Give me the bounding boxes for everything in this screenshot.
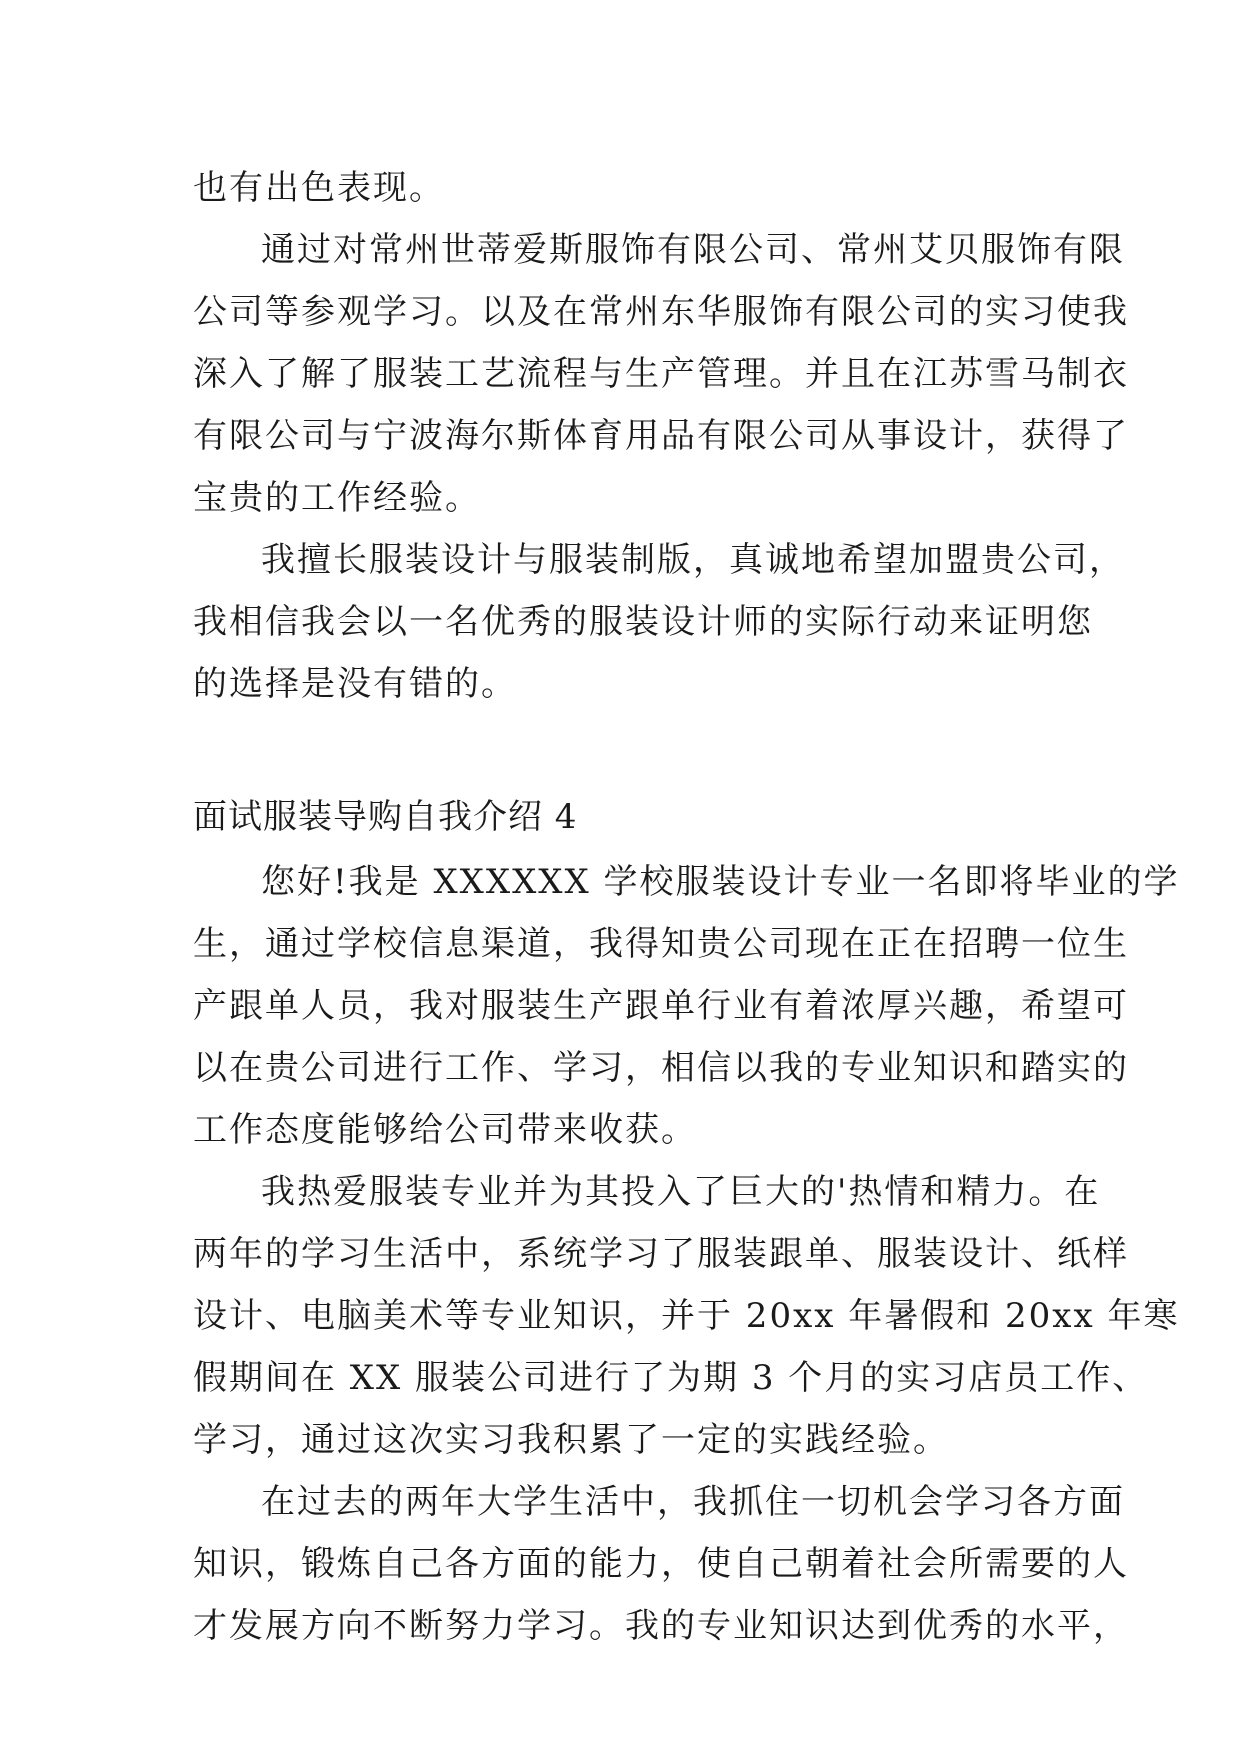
- paragraph: [193, 1161, 1180, 1471]
- paragraph-line: 宝贵的工作经验。: [193, 478, 481, 518]
- paragraph-line: 两年的学习生活中，系统学习了服装跟单、服装设计、纸样: [193, 1234, 1129, 1274]
- paragraph: [193, 219, 1129, 529]
- paragraph: [193, 529, 1125, 715]
- paragraph-line: 我擅长服装设计与服装制版，真诚地希望加盟贵公司，: [261, 540, 1125, 580]
- paragraph: [193, 851, 1180, 1161]
- paragraph-line: 知识，锻炼自己各方面的能力，使自己朝着社会所需要的人: [193, 1544, 1129, 1584]
- paragraph-line: 有限公司与宁波海尔斯体育用品有限公司从事设计，获得了: [193, 416, 1129, 456]
- paragraph-line: 学习，通过这次实习我积累了一定的实践经验。: [193, 1420, 949, 1460]
- paragraph-line: 生，通过学校信息渠道，我得知贵公司现在正在招聘一位生: [193, 924, 1129, 964]
- paragraph-line: 工作态度能够给公司带来收获。: [193, 1110, 697, 1150]
- paragraph-line: 我热爱服装专业并为其投入了巨大的'热情和精力。在: [261, 1172, 1101, 1212]
- paragraph-line: 在过去的两年大学生活中，我抓住一切机会学习各方面: [261, 1482, 1125, 1522]
- section-heading: 面试服装导购自我介绍 4: [193, 797, 578, 837]
- paragraph-line: 深入了解了服装工艺流程与生产管理。并且在江苏雪马制衣: [193, 354, 1129, 394]
- document-body: [193, 157, 1180, 1657]
- paragraph-line: 以在贵公司进行工作、学习，相信以我的专业知识和踏实的: [193, 1048, 1129, 1088]
- paragraph-line: 产跟单人员，我对服装生产跟单行业有着浓厚兴趣，希望可: [193, 986, 1129, 1026]
- paragraph-line: 我相信我会以一名优秀的服装设计师的实际行动来证明您: [193, 602, 1093, 642]
- paragraph-line: 您好!我是 XXXXXX 学校服装设计专业一名即将毕业的学: [261, 862, 1180, 902]
- paragraph: [193, 1471, 1129, 1657]
- paragraph-line: 也有出色表现。: [193, 168, 445, 208]
- paragraph: [193, 157, 1083, 219]
- section-spacer: [193, 715, 1083, 783]
- paragraph-line: 假期间在 XX 服装公司进行了为期 3 个月的实习店员工作、: [193, 1358, 1149, 1398]
- paragraph-line: 设计、电脑美术等专业知识，并于 20xx 年暑假和 20xx 年寒: [193, 1296, 1180, 1336]
- paragraph-line: 公司等参观学习。以及在常州东华服饰有限公司的实习使我: [193, 292, 1129, 332]
- paragraph-line: 通过对常州世蒂爱斯服饰有限公司、常州艾贝服饰有限: [261, 230, 1125, 270]
- paragraph-line: 的选择是没有错的。: [193, 664, 517, 704]
- paragraph-line: 才发展方向不断努力学习。我的专业知识达到优秀的水平，: [193, 1606, 1129, 1646]
